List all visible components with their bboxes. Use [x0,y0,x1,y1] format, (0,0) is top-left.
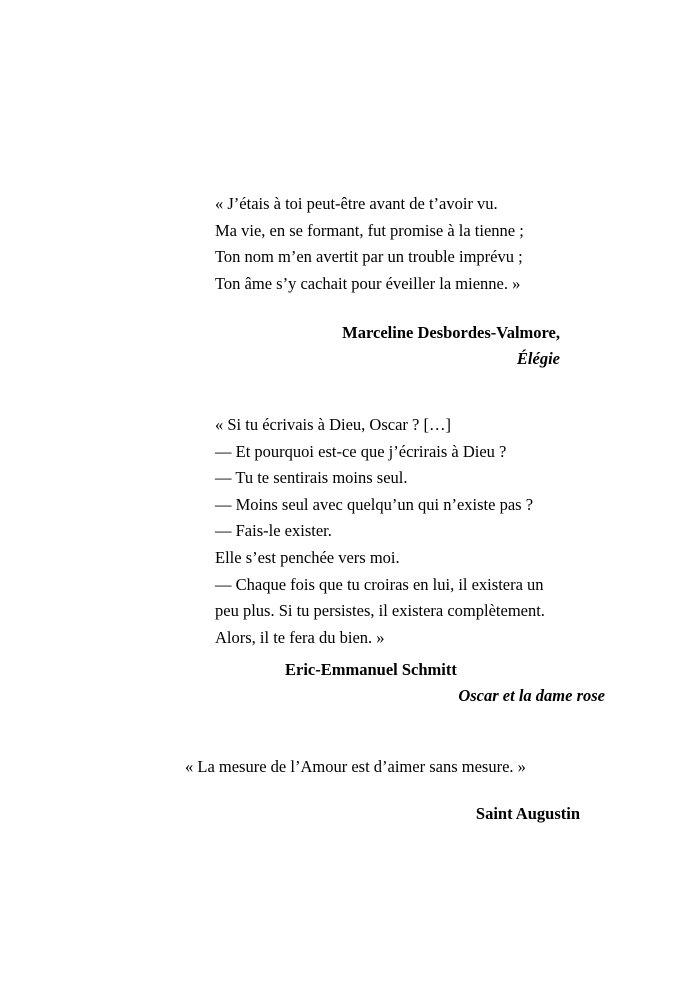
epigraph-quote-3 [185,754,526,781]
quote-1-work-title: Élégie [516,349,560,368]
quote-line: Ma vie, en se formant, fut promise à la tienne ; [215,220,524,240]
quote-line: — Moins seul avec quelqu’un qui n’existe pas ? [215,494,534,514]
quote-line: « La mesure de l’Amour est d’aimer sans mesure. » [185,757,526,776]
quote-3-attribution: Saint Augustin [475,804,580,823]
quote-line: « Si tu écrivais à Dieu, Oscar ? […] [215,415,451,434]
quote-line: — Fais-le exister. [215,521,332,541]
quote-line: — Chaque fois que tu croiras en lui, il existera un [215,574,544,594]
quote-2-attribution: Eric-Emmanuel Schmitt [285,660,457,679]
epigraph-quote-1 [215,191,524,297]
quote-line: Ton âme s’y cachait pour éveiller la mienne. » [215,273,521,293]
quote-line: Elle s’est penchée vers moi. [215,547,400,567]
quote-line: — Tu te sentirais moins seul. [215,468,408,488]
quote-line: — Et pourquoi est-ce que j’écrirais à Dieu ? [215,441,507,461]
quote-1-attribution: Marceline Desbordes-Valmore, [342,323,560,342]
quote-line: Ton nom m’en avertit par un trouble imprévu ; [215,247,523,267]
epigraph-quote-2 [215,412,545,651]
quote-line: « J’étais à toi peut-être avant de t’avoir vu. [215,194,498,213]
quote-line: Alors, il te fera du bien. » [215,627,385,647]
quote-2-work-title: Oscar et la dame rose [458,686,605,705]
quote-line: peu plus. Si tu persistes, il existera complètement. [215,601,545,621]
